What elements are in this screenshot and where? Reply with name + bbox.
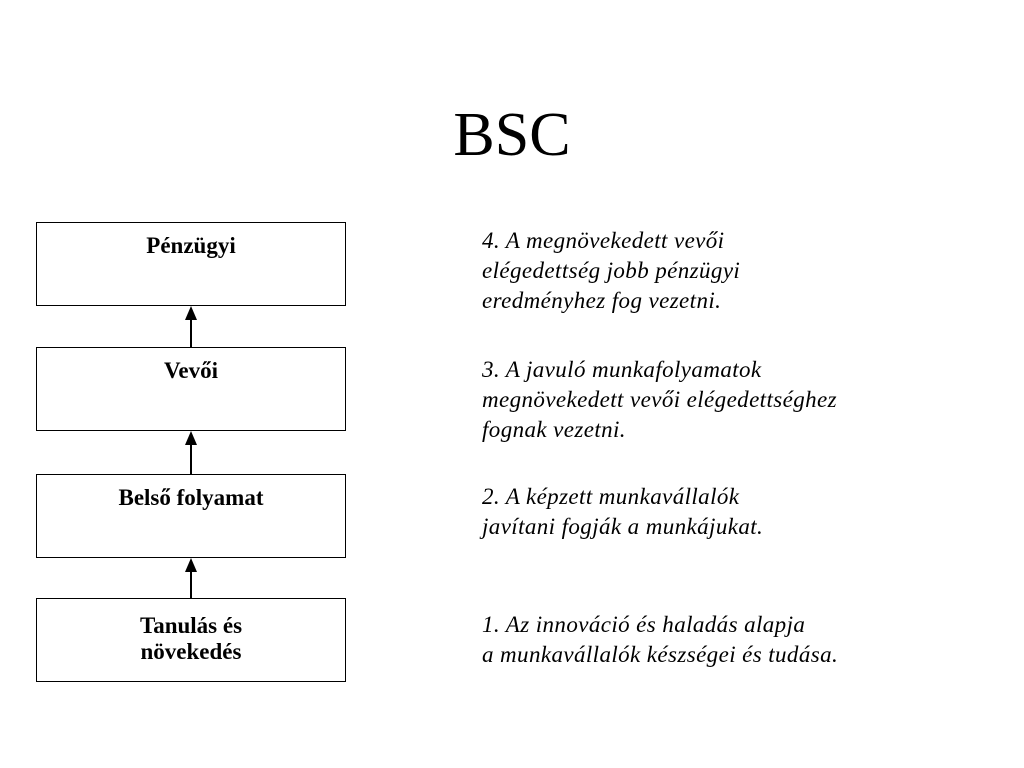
perspective-label-line-1: Tanulás és	[139, 613, 243, 638]
description-line: 1. Az innováció és haladás alapja	[482, 612, 806, 637]
description-internal-process	[482, 482, 1012, 542]
arrow-customer-to-financial	[185, 306, 197, 347]
arrow-internal-to-customer	[185, 431, 197, 474]
description-line: elégedettség jobb pénzügyi	[482, 258, 741, 283]
description-financial	[482, 226, 1012, 316]
description-line: 3. A javuló munkafolyamatok	[482, 357, 762, 382]
perspective-label-line-2: növekedés	[140, 639, 242, 664]
description-learning-growth	[482, 610, 1012, 670]
description-line: a munkavállalók készségei és tudása.	[482, 642, 839, 667]
description-line: fognak vezetni.	[482, 417, 626, 442]
perspective-label: Belső folyamat	[118, 485, 264, 510]
description-line: megnövekedett vevői elégedettséghez	[482, 387, 837, 412]
description-line: 2. A képzett munkavállalók	[482, 484, 740, 509]
perspective-label: Pénzügyi	[146, 233, 236, 258]
description-line: 4. A megnövekedett vevői	[482, 228, 725, 253]
description-line: javítani fogják a munkájukat.	[482, 514, 764, 539]
slide-title: BSC	[453, 101, 571, 169]
perspective-label: Vevői	[163, 358, 219, 383]
arrow-learning-to-internal	[185, 558, 197, 598]
description-line: eredményhez fog vezetni.	[482, 288, 722, 313]
description-customer	[482, 355, 1012, 445]
